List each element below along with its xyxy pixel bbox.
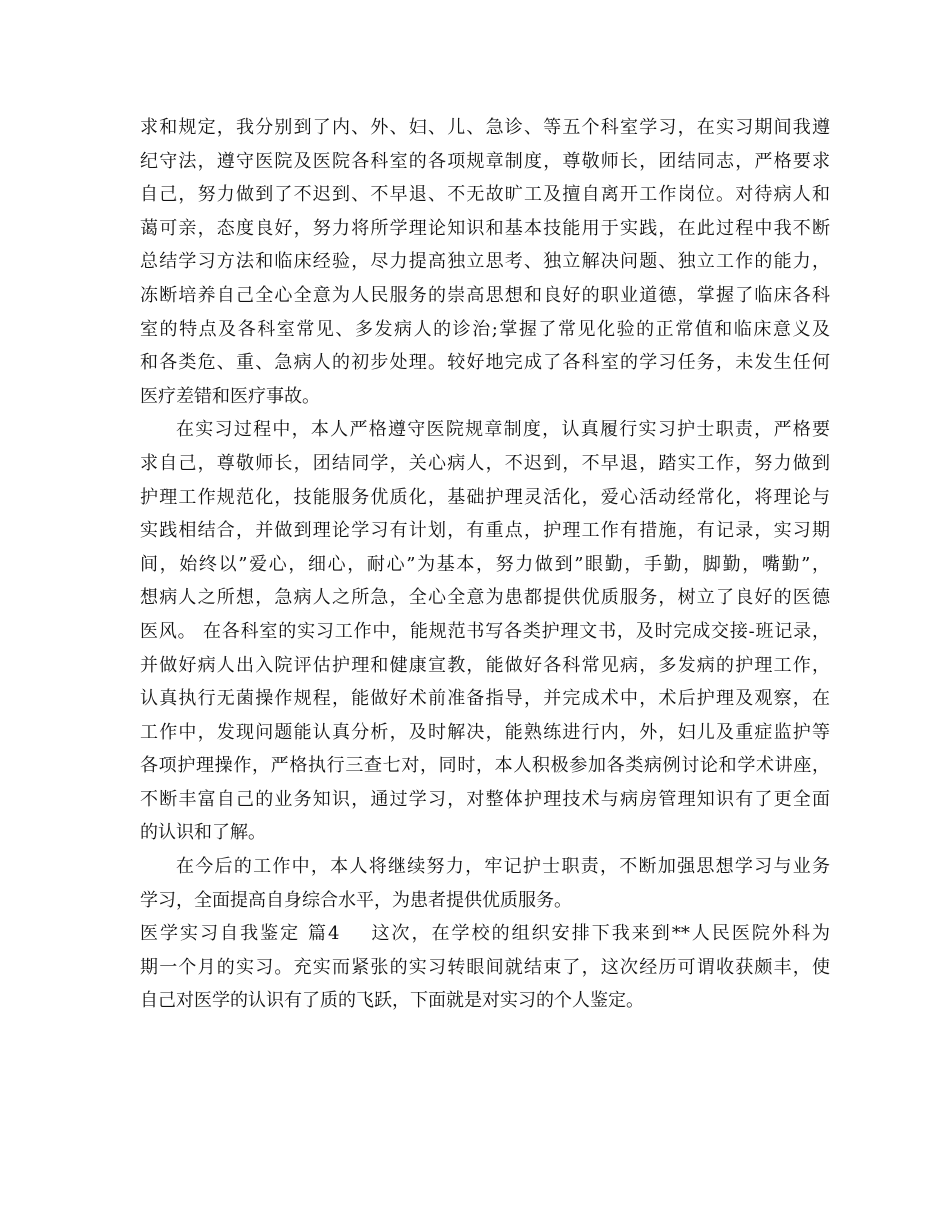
section-title: 医学实习自我鉴定 篇4 — [140, 923, 340, 945]
paragraph-3-line: 在今后的工作中，本人将继续努力，牢记护士职责，不断加强思想学习与业务 — [176, 856, 830, 878]
section-first-line: 这次，在学校的组织安排下我来到**人民医院外科为 — [369, 923, 830, 945]
paragraph-2-line: 不断丰富自己的业务知识，通过学习，对整体护理技术与病房管理知识有了更全面 — [140, 788, 830, 810]
paragraph-2-line: 间，始终以”爱心，细心，耐心”为基本，努力做到”眼勤，手勤，脚勤，嘴勤”， — [140, 553, 830, 575]
paragraph-2 — [140, 413, 830, 850]
paragraph-2-line: 护理工作规范化，技能服务优质化，基础护理灵活化，爱心活动经常化，将理论与 — [140, 486, 830, 508]
paragraph-2-line: 在实习过程中，本人严格遵守医院规章制度，认真履行实习护士职责，严格要 — [176, 419, 830, 441]
paragraph-2-line: 医风。 在各科室的实习工作中，能规范书写各类护理文书，及时完成交接-班记录， — [140, 620, 830, 642]
paragraph-1-line: 室的特点及各科室常见、多发病人的诊治;掌握了常见化验的正常值和临床意义及 — [140, 318, 830, 340]
paragraph-1-line: 冻断培养自己全心全意为人民服务的崇高思想和良好的职业道德，掌握了临床各科 — [140, 284, 830, 306]
paragraph-1-line: 自己，努力做到了不迟到、不早退、不无故旷工及擅自离开工作岗位。对待病人和 — [140, 184, 830, 206]
paragraph-3 — [140, 850, 830, 917]
paragraph-2-line: 求自己，尊敬师长，团结同学，关心病人，不迟到，不早退，踏实工作，努力做到 — [140, 452, 830, 474]
paragraph-2-line: 并做好病人出入院评估护理和健康宣教，能做好各科常见病，多发病的护理工作， — [140, 654, 830, 676]
paragraph-1-line: 纪守法，遵守医院及医院各科室的各项规章制度，尊敬师长，团结同志，严格要求 — [140, 150, 830, 172]
section-heading-line — [140, 917, 830, 951]
document-body — [140, 111, 830, 1018]
paragraph-2-line: 实践相结合，并做到理论学习有计划，有重点，护理工作有措施，有记录，实习期 — [140, 520, 830, 542]
paragraph-2-line: 工作中，发现问题能认真分析，及时解决，能熟练进行内，外，妇儿及重症监护等 — [140, 721, 830, 743]
section-line: 期一个月的实习。充实而紧张的实习转眼间就结束了，这次经历可谓收获颇丰，使 — [140, 956, 830, 978]
paragraph-2-line: 各项护理操作，严格执行三查七对，同时，本人积极参加各类病例讨论和学术讲座， — [140, 755, 830, 777]
section-line: 自己对医学的认识有了质的飞跃，下面就是对实习的个人鉴定。 — [140, 990, 644, 1012]
section-ending-paragraph — [140, 917, 830, 1018]
paragraph-1-line: 医疗差错和医疗事故。 — [140, 385, 320, 407]
paragraph-2-line: 想病人之所想，急病人之所急，全心全意为患都提供优质服务，树立了良好的医德 — [140, 587, 830, 609]
paragraph-1-line: 求和规定，我分别到了内、外、妇、儿、急诊、等五个科室学习，在实习期间我遵 — [140, 117, 830, 138]
paragraph-1-line: 和各类危、重、急病人的初步处理。较好地完成了各科室的学习任务，未发生任何 — [140, 352, 830, 374]
paragraph-2-line: 认真执行无菌操作规程，能做好术前准备指导，并完成术中，术后护理及观察，在 — [140, 688, 830, 710]
paragraph-3-line: 学习，全面提高自身综合水平，为患者提供优质服务。 — [140, 889, 572, 911]
paragraph-1-line: 总结学习方法和临床经验，尽力提高独立思考、独立解决问题、独立工作的能力， — [140, 251, 830, 273]
paragraph-1-line: 蔼可亲，态度良好，努力将所学理论知识和基本技能用于实践，在此过程中我不断 — [140, 217, 830, 239]
paragraph-1 — [140, 111, 830, 413]
paragraph-2-line: 的认识和了解。 — [140, 822, 266, 844]
